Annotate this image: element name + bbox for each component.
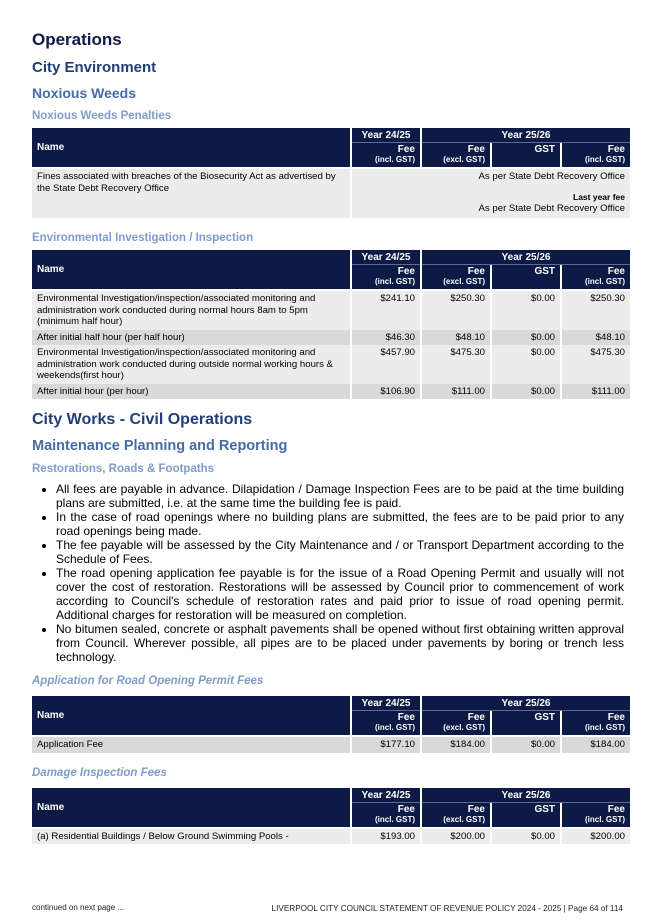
section-title-operations: Operations	[32, 30, 122, 49]
table-row	[32, 384, 630, 400]
notes-list	[32, 482, 624, 664]
cell-incl-fee: $200.00	[562, 829, 630, 845]
cell-excl-fee: $184.00	[422, 737, 490, 753]
table-row-name: Environmental Investigation/inspection/associated monitoring and administration work conducted during normal hours 8am to 5pm (minimum half hour)	[32, 291, 350, 330]
col-header-fee: Fee	[422, 143, 490, 155]
cell-incl-fee: $184.00	[562, 737, 630, 753]
cell-incl-fee: $111.00	[562, 384, 630, 400]
col-header-year-curr: Year 25/26	[422, 696, 630, 711]
cell-prev-fee: $457.90	[352, 345, 420, 384]
list-item: • The fee payable will be assessed by the City Maintenance and / or Transport Department according to the Schedule of Fees.	[56, 538, 624, 566]
table-row-name: Environmental Investigation/inspection/associated monitoring and administration work conducted during outside normal working hours & weekends(first hour)	[32, 345, 350, 384]
cell-prev-fee: $193.00	[352, 829, 420, 845]
col-header-fee: Fee	[352, 143, 420, 155]
col-header-incl: (incl. GST)	[352, 155, 420, 167]
footer-continued: continued on next page ...	[32, 903, 125, 912]
table-row	[32, 291, 630, 330]
table-row-name: After initial hour (per hour)	[32, 384, 350, 400]
list-item: • All fees are payable in advance. Dilapidation / Damage Inspection Fees are to be paid at the time building plans are submitted, i.e. at the same time the building fee is paid.	[56, 482, 624, 510]
env-investigation-table	[30, 250, 632, 399]
page-content	[32, 30, 624, 844]
last-year-value: As per State Debt Recovery Office	[478, 203, 625, 214]
cell-gst: $0.00	[492, 330, 560, 346]
col-header-gst: GST	[492, 711, 560, 735]
cell-excl-fee: $111.00	[422, 384, 490, 400]
col-header-incl: (incl. GST)	[562, 815, 630, 827]
col-header-fee: Fee	[562, 143, 630, 155]
col-header-name: Name	[32, 788, 350, 827]
col-header-fee: Fee	[352, 803, 420, 815]
heading-city-works: City Works - Civil Operations	[32, 411, 253, 428]
col-header-excl: (excl. GST)	[422, 277, 490, 289]
col-header-gst: GST	[492, 265, 560, 289]
col-header-incl: (incl. GST)	[562, 155, 630, 167]
col-header-fee: Fee	[562, 265, 630, 277]
cell-prev-fee: $177.10	[352, 737, 420, 753]
col-header-fee: Fee	[562, 803, 630, 815]
col-header-year-prev: Year 24/25	[352, 128, 420, 143]
cell-incl-fee: $48.10	[562, 330, 630, 346]
col-header-excl: (excl. GST)	[422, 723, 490, 735]
col-header-incl: (incl. GST)	[562, 277, 630, 289]
cell-gst: $0.00	[492, 737, 560, 753]
col-header-incl: (incl. GST)	[352, 277, 420, 289]
penalties-table	[30, 128, 632, 218]
col-header-excl: (excl. GST)	[422, 815, 490, 827]
col-header-name: Name	[32, 128, 350, 167]
cell-incl-fee: $250.30	[562, 291, 630, 330]
col-header-fee: Fee	[422, 265, 490, 277]
cell-gst: $0.00	[492, 345, 560, 384]
col-header-incl: (incl. GST)	[352, 815, 420, 827]
col-header-name: Name	[32, 250, 350, 289]
table-row-name: After initial half hour (per half hour)	[32, 330, 350, 346]
col-header-name: Name	[32, 696, 350, 735]
col-header-fee: Fee	[562, 711, 630, 723]
col-header-year-prev: Year 24/25	[352, 250, 420, 265]
heading-restorations: Restorations, Roads & Footpaths	[32, 463, 215, 475]
cell-prev-fee: $46.30	[352, 330, 420, 346]
col-header-fee: Fee	[422, 711, 490, 723]
cell-gst: $0.00	[492, 291, 560, 330]
footer-page-info: LIVERPOOL CITY COUNCIL STATEMENT OF REVENUE POLICY 2024 - 2025 | Page 64 of 114	[271, 904, 623, 913]
col-header-year-curr: Year 25/26	[422, 128, 630, 143]
penalty-value-cell	[352, 169, 630, 218]
col-header-fee: Fee	[352, 265, 420, 277]
col-header-fee: Fee	[352, 711, 420, 723]
col-header-fee: Fee	[422, 803, 490, 815]
list-item: • No bitumen sealed, concrete or asphalt pavements shall be opened without first obtaining written approval from Council. Wherever possible, all pipes are to be placed under pavements by boring or trench less technology.	[56, 622, 624, 664]
damage-inspection-table	[30, 788, 632, 845]
col-header-excl: (excl. GST)	[422, 155, 490, 167]
col-header-year-curr: Year 25/26	[422, 788, 630, 803]
table-row-name: (a) Residential Buildings / Below Ground Swimming Pools -	[32, 829, 350, 845]
col-header-gst: GST	[492, 803, 560, 827]
col-header-incl: (incl. GST)	[562, 723, 630, 735]
col-header-year-curr: Year 25/26	[422, 250, 630, 265]
heading-damage-inspection: Damage Inspection Fees	[32, 766, 167, 779]
col-header-incl: (incl. GST)	[352, 723, 420, 735]
col-header-year-prev: Year 24/25	[352, 788, 420, 803]
table-row	[32, 345, 630, 384]
heading-maintenance: Maintenance Planning and Reporting	[32, 438, 288, 454]
table-row	[32, 330, 630, 346]
cell-excl-fee: $475.30	[422, 345, 490, 384]
penalty-value: As per State Debt Recovery Office	[478, 171, 625, 182]
table-row	[32, 737, 630, 753]
cell-excl-fee: $48.10	[422, 330, 490, 346]
col-header-year-prev: Year 24/25	[352, 696, 420, 711]
list-item: • The road opening application fee payable is for the issue of a Road Opening Permit and usually will not cover the cost of restoration. Restorations will be assessed by Council prior to commencement of work according to Council's schedule of restoration rates and paid prior to issue of road opening permit. Additional charges for restoration will be measured on completion.	[56, 566, 624, 622]
last-year-label: Last year fee	[573, 191, 625, 202]
cell-excl-fee: $250.30	[422, 291, 490, 330]
heading-road-opening: Application for Road Opening Permit Fees	[32, 675, 264, 687]
cell-gst: $0.00	[492, 384, 560, 400]
road-opening-table	[30, 696, 632, 753]
list-item: • In the case of road openings where no building plans are submitted, the fees are to be paid prior to any road openings being made.	[56, 510, 624, 538]
table-row-name: Application Fee	[32, 737, 350, 753]
col-header-gst: GST	[492, 143, 560, 167]
heading-noxious-weeds-penalties: Noxious Weeds Penalties	[32, 110, 172, 122]
heading-city-environment: City Environment	[32, 59, 157, 76]
cell-prev-fee: $241.10	[352, 291, 420, 330]
table-row	[32, 829, 630, 845]
cell-prev-fee: $106.90	[352, 384, 420, 400]
cell-incl-fee: $475.30	[562, 345, 630, 384]
cell-excl-fee: $200.00	[422, 829, 490, 845]
table-row-name: Fines associated with breaches of the Biosecurity Act as advertised by the State Debt Recovery Office	[32, 169, 350, 218]
heading-env-investigation: Environmental Investigation / Inspection	[32, 232, 254, 244]
cell-gst: $0.00	[492, 829, 560, 845]
heading-noxious-weeds: Noxious Weeds	[32, 85, 136, 101]
